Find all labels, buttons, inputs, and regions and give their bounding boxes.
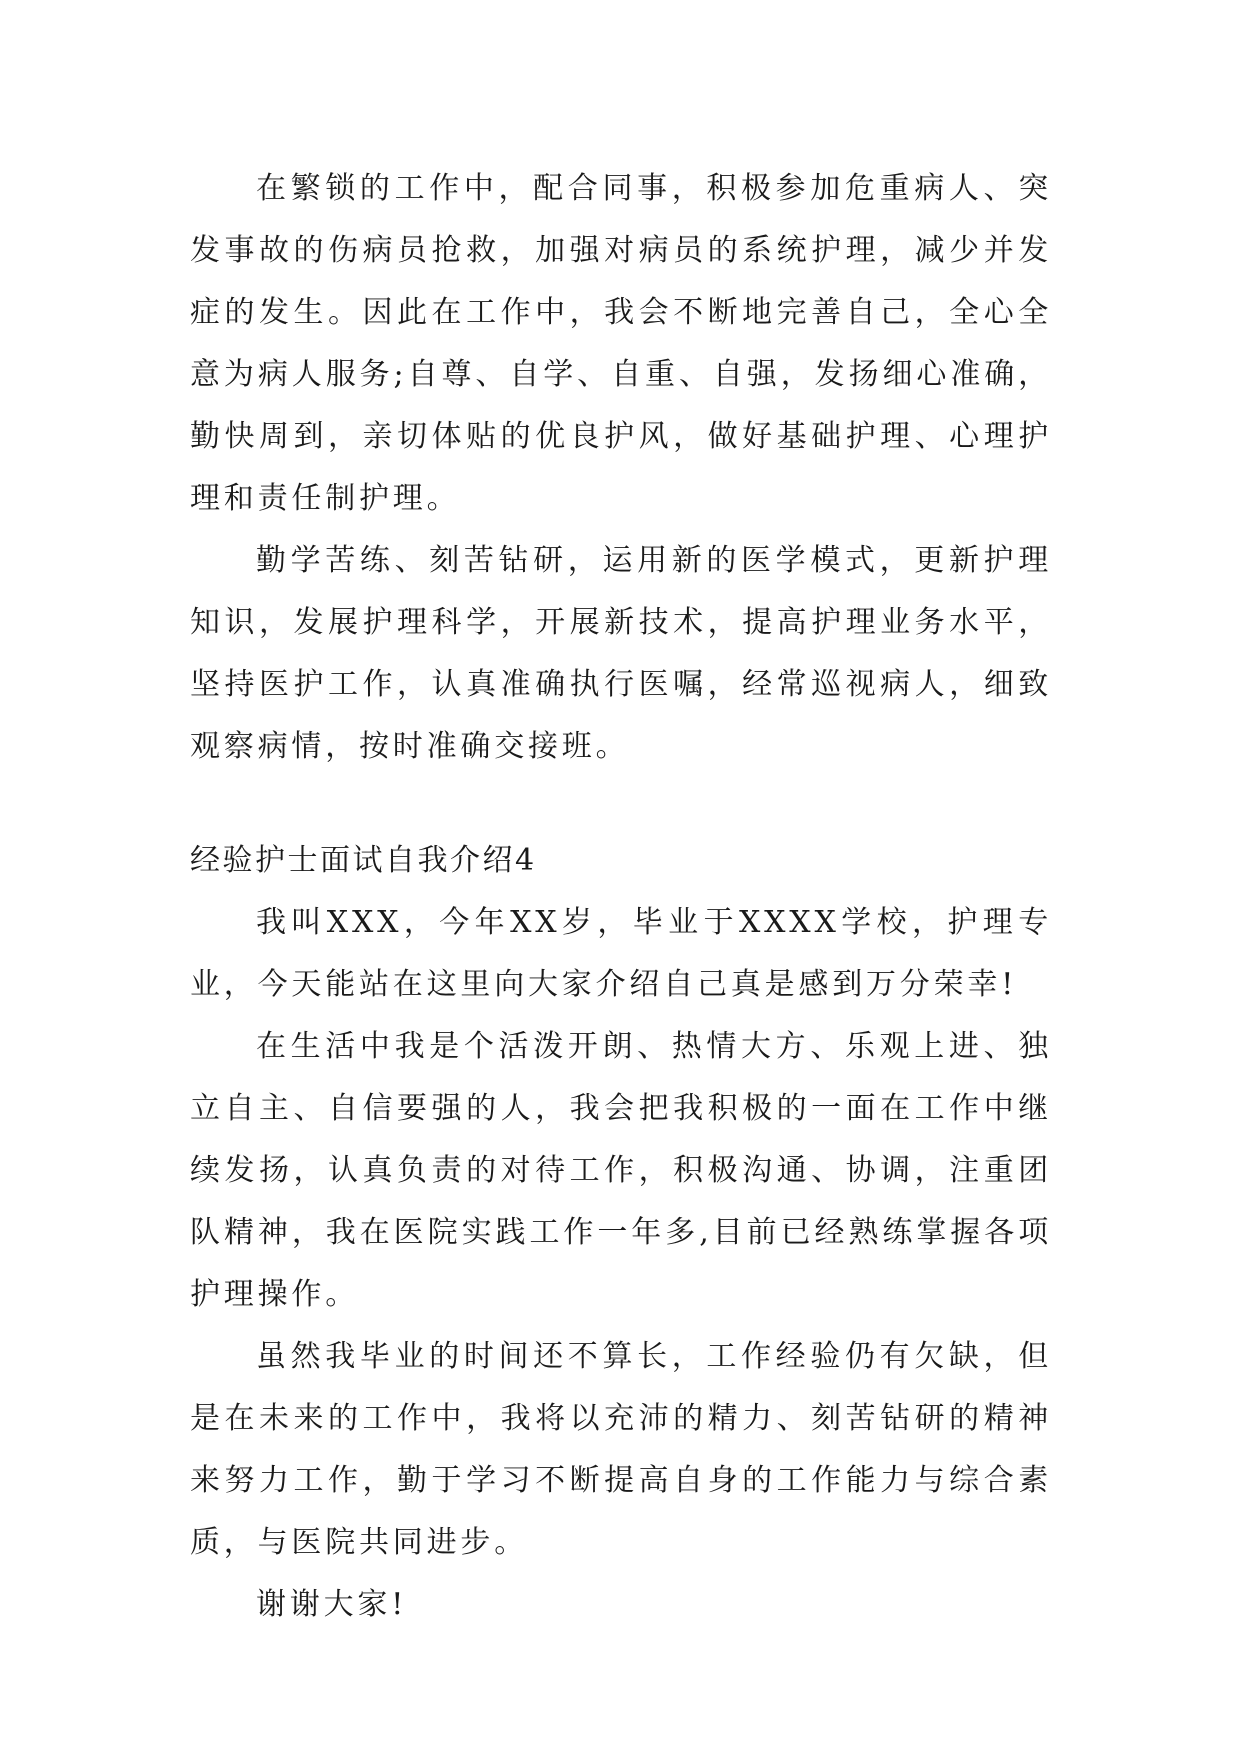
document-body <box>190 158 1052 1636</box>
paragraph-thanks: 谢谢大家! <box>256 1587 408 1622</box>
paragraph-personality: 在生活中我是个活泼开朗、热情大方、乐观上进、独立自主、自信要强的人，我会把我积极的一面在工作中继续发扬，认真负责的对待工作，积极沟通、协调，注重团队精神，我在医院实践工作一年多,目前已经熟练掌握各项护理操作。 <box>190 1029 1052 1312</box>
paragraph-future: 虽然我毕业的时间还不算长，工作经验仍有欠缺，但是在未来的工作中，我将以充沛的精力、刻苦钻研的精神来努力工作，勤于学习不断提高自身的工作能力与综合素质，与医院共同进步。 <box>190 1339 1052 1560</box>
paragraph-teamwork: 在繁锁的工作中，配合同事，积极参加危重病人、突发事故的伤病员抢救，加强对病员的系统护理，减少并发症的发生。因此在工作中，我会不断地完善自己，全心全意为病人服务;自尊、自学、自重、自强，发扬细心准确，勤快周到，亲切体贴的优良护风，做好基础护理、心理护理和责任制护理。 <box>190 171 1052 516</box>
section-title: 经验护士面试自我介绍4 <box>190 843 537 878</box>
paragraph-intro: 我叫XXX，今年XX岁，毕业于XXXX学校，护理专业，今天能站在这里向大家介绍自己真是感到万分荣幸! <box>190 905 1052 1002</box>
paragraph-study: 勤学苦练、刻苦钻研，运用新的医学模式，更新护理知识，发展护理科学，开展新技术，提高护理业务水平，坚持医护工作，认真准确执行医嘱，经常巡视病人，细致观察病情，按时准确交接班。 <box>190 543 1052 764</box>
